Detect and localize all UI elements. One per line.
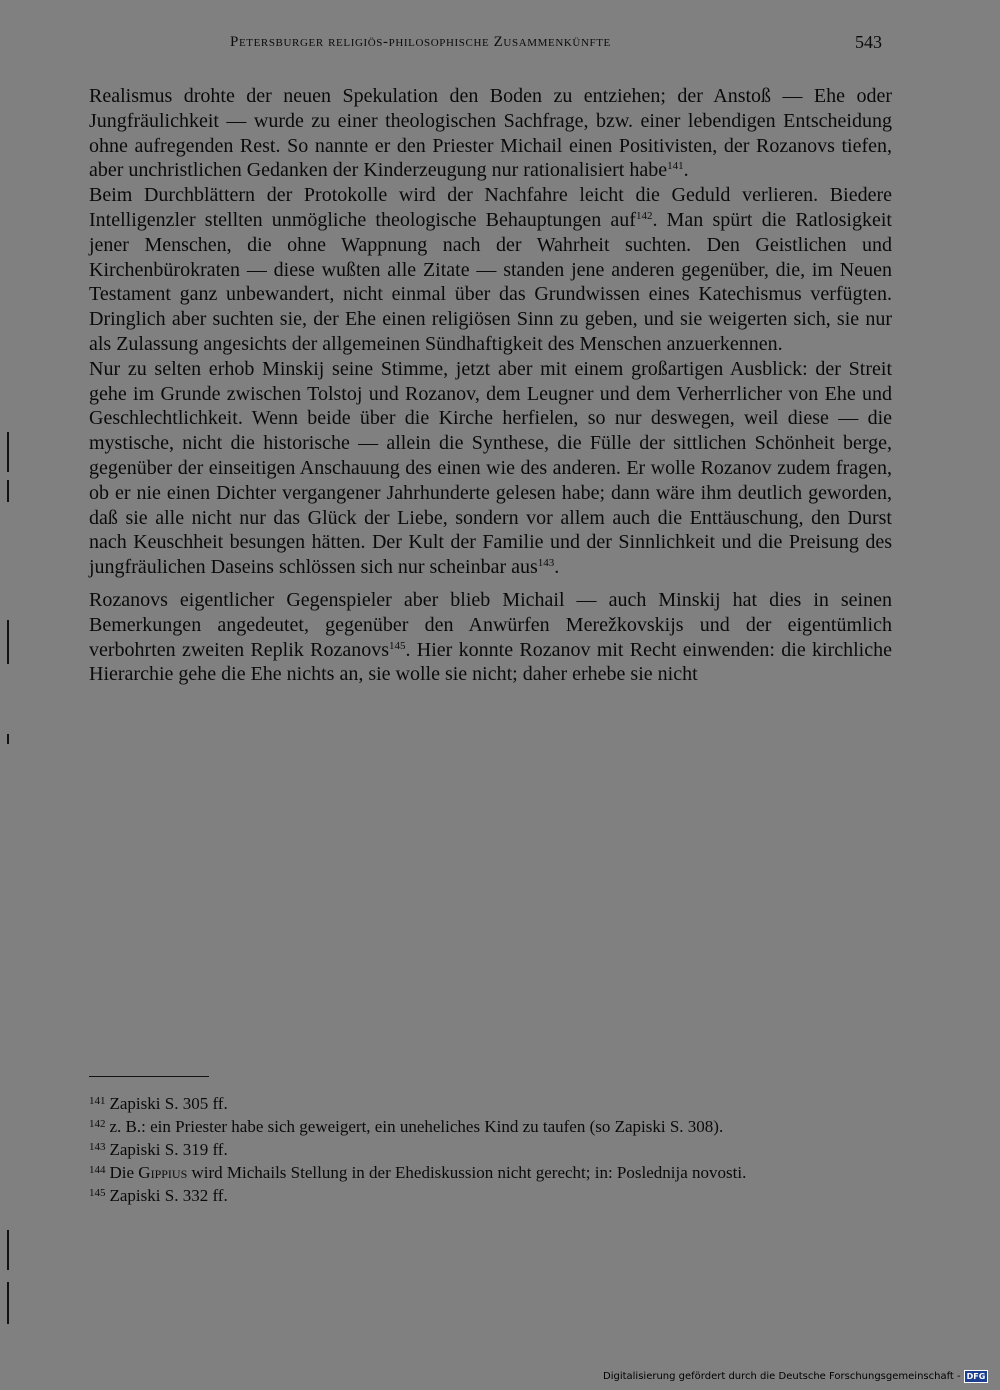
scan-edge-mark — [7, 1230, 9, 1270]
funding-note: Digitalisierung gefördert durch die Deutsche Forschungsgemeinschaft - DFG — [603, 1370, 988, 1383]
scan-edge-mark — [7, 432, 9, 472]
footnote-ref: 145 — [388, 639, 406, 652]
paragraph: Rozanovs eigentlicher Gegenspieler aber blieb Michail — auch Minskij hat dies in seinen Bemerkungen angedeutet, gegenüber den Anwürfen Merežkovskijs und der eigentümlich verbohrten zweiten Replik Rozanovs$^{145}$. Hier konnte Rozanov mit Recht einwenden: die kirchliche Hierarchie gehe die Ehe nichts an, sie wolle sie nicht; daher erhebe sie nicht — [89, 588, 892, 686]
scan-edge-mark — [7, 480, 9, 502]
page-number: 543 — [855, 32, 882, 52]
footnote-ref: 143 — [537, 557, 555, 570]
footnote: $^{143}$ Zapiski S. 319 ff. — [89, 1140, 228, 1159]
paragraph: Realismus drohte der neuen Spekulation den Boden zu entziehen; der Anstoß — Ehe oder Jungfräulichkeit — wurde zu einer theologischen Sachfrage, bzw. einer lebendigen Entscheidung ohne aufregenden Rest. So nannte er den Priester Michail einen Positivisten, der Rozanovs tiefen, aber unchristlichen Gedanken der Kinderzeugung nur rationalisiert habe$^{141}$. — [89, 85, 892, 182]
paragraph: Beim Durchblättern der Protokolle wird der Nachfahre leicht die Geduld verlieren. Biedere Intelligenzler stellten unmögliche theologische Behauptungen auf$^{142}$. Man spürt die Ratlosigkeit jener Menschen, die ohne Wappnung nach der Wahrheit suchten. Den Geistlichen und Kirchenbürokraten — diese wußten alle Zitate — standen jene anderen gegenüber, die, im Neuen Testament ganz unbewandert, nicht einmal über das Grundwissen eines Katechismus verfügten. Dringlich aber suchten sie, der Ehe einen religiösen Sinn zu geben, und sie weigerten sich, sie nur als Zulassung angesichts der allgemeinen Sündhaftigkeit des Menschen anzuerkennen. — [89, 184, 892, 355]
footnote: $^{142}$ z. B.: ein Priester habe sich geweigert, ein uneheliches Kind zu taufen (so Zapiski S. 308). — [89, 1117, 724, 1136]
footnote-ref: 141 — [667, 160, 684, 173]
scan-edge-mark — [7, 734, 9, 744]
dfg-logo-icon: DFG — [964, 1370, 989, 1383]
footnote-rule — [89, 1076, 209, 1077]
scan-edge-mark — [7, 1282, 9, 1324]
footnote-ref: 142 — [635, 209, 653, 222]
body-text — [89, 84, 892, 687]
scan-edge-mark — [7, 620, 9, 664]
footnotes — [89, 1094, 892, 1209]
footnote: $^{141}$ Zapiski S. 305 ff. — [89, 1094, 228, 1113]
footnote: $^{145}$ Zapiski S. 332 ff. — [89, 1186, 228, 1205]
footnote: $^{144}$ Die Gippius wird Michails Stellung in der Ehediskussion nicht gerecht; in: Poslednija novosti. — [89, 1163, 747, 1182]
paragraph: Nur zu selten erhob Minskij seine Stimme, jetzt aber mit einem großartigen Ausblick: der Streit gehe im Grunde zwischen Tolstoj und Rozanov, dem Leugner und dem Verherrlicher von Ehe und Geschlechtlichkeit. Wenn beide über die Kirche herfielen, so nur deswegen, weil diese — die mystische, nicht die historische — allein die Synthese, die Fülle der sittlichen Schönheit berge, gegenüber der einseitigen Anschauung des einen wie des anderen. Er wolle Rozanov zudem fragen, ob er nie einen Dichter vergangener Jahrhunderte gelesen habe; dann wäre ihm deutlich geworden, daß sie alle nicht nur das Glück der Liebe, sondern vor allem auch die Enttäuschung, den Durst nach Keuschheit besungen hätten. Der Kult der Familie und der Sinnlichkeit und die Preisung des jungfräulichen Daseins schlössen sich nur scheinbar aus$^{143}$. — [89, 357, 892, 579]
running-head: Petersburger religiös-philosophische Zusammenkünfte — [230, 34, 611, 50]
